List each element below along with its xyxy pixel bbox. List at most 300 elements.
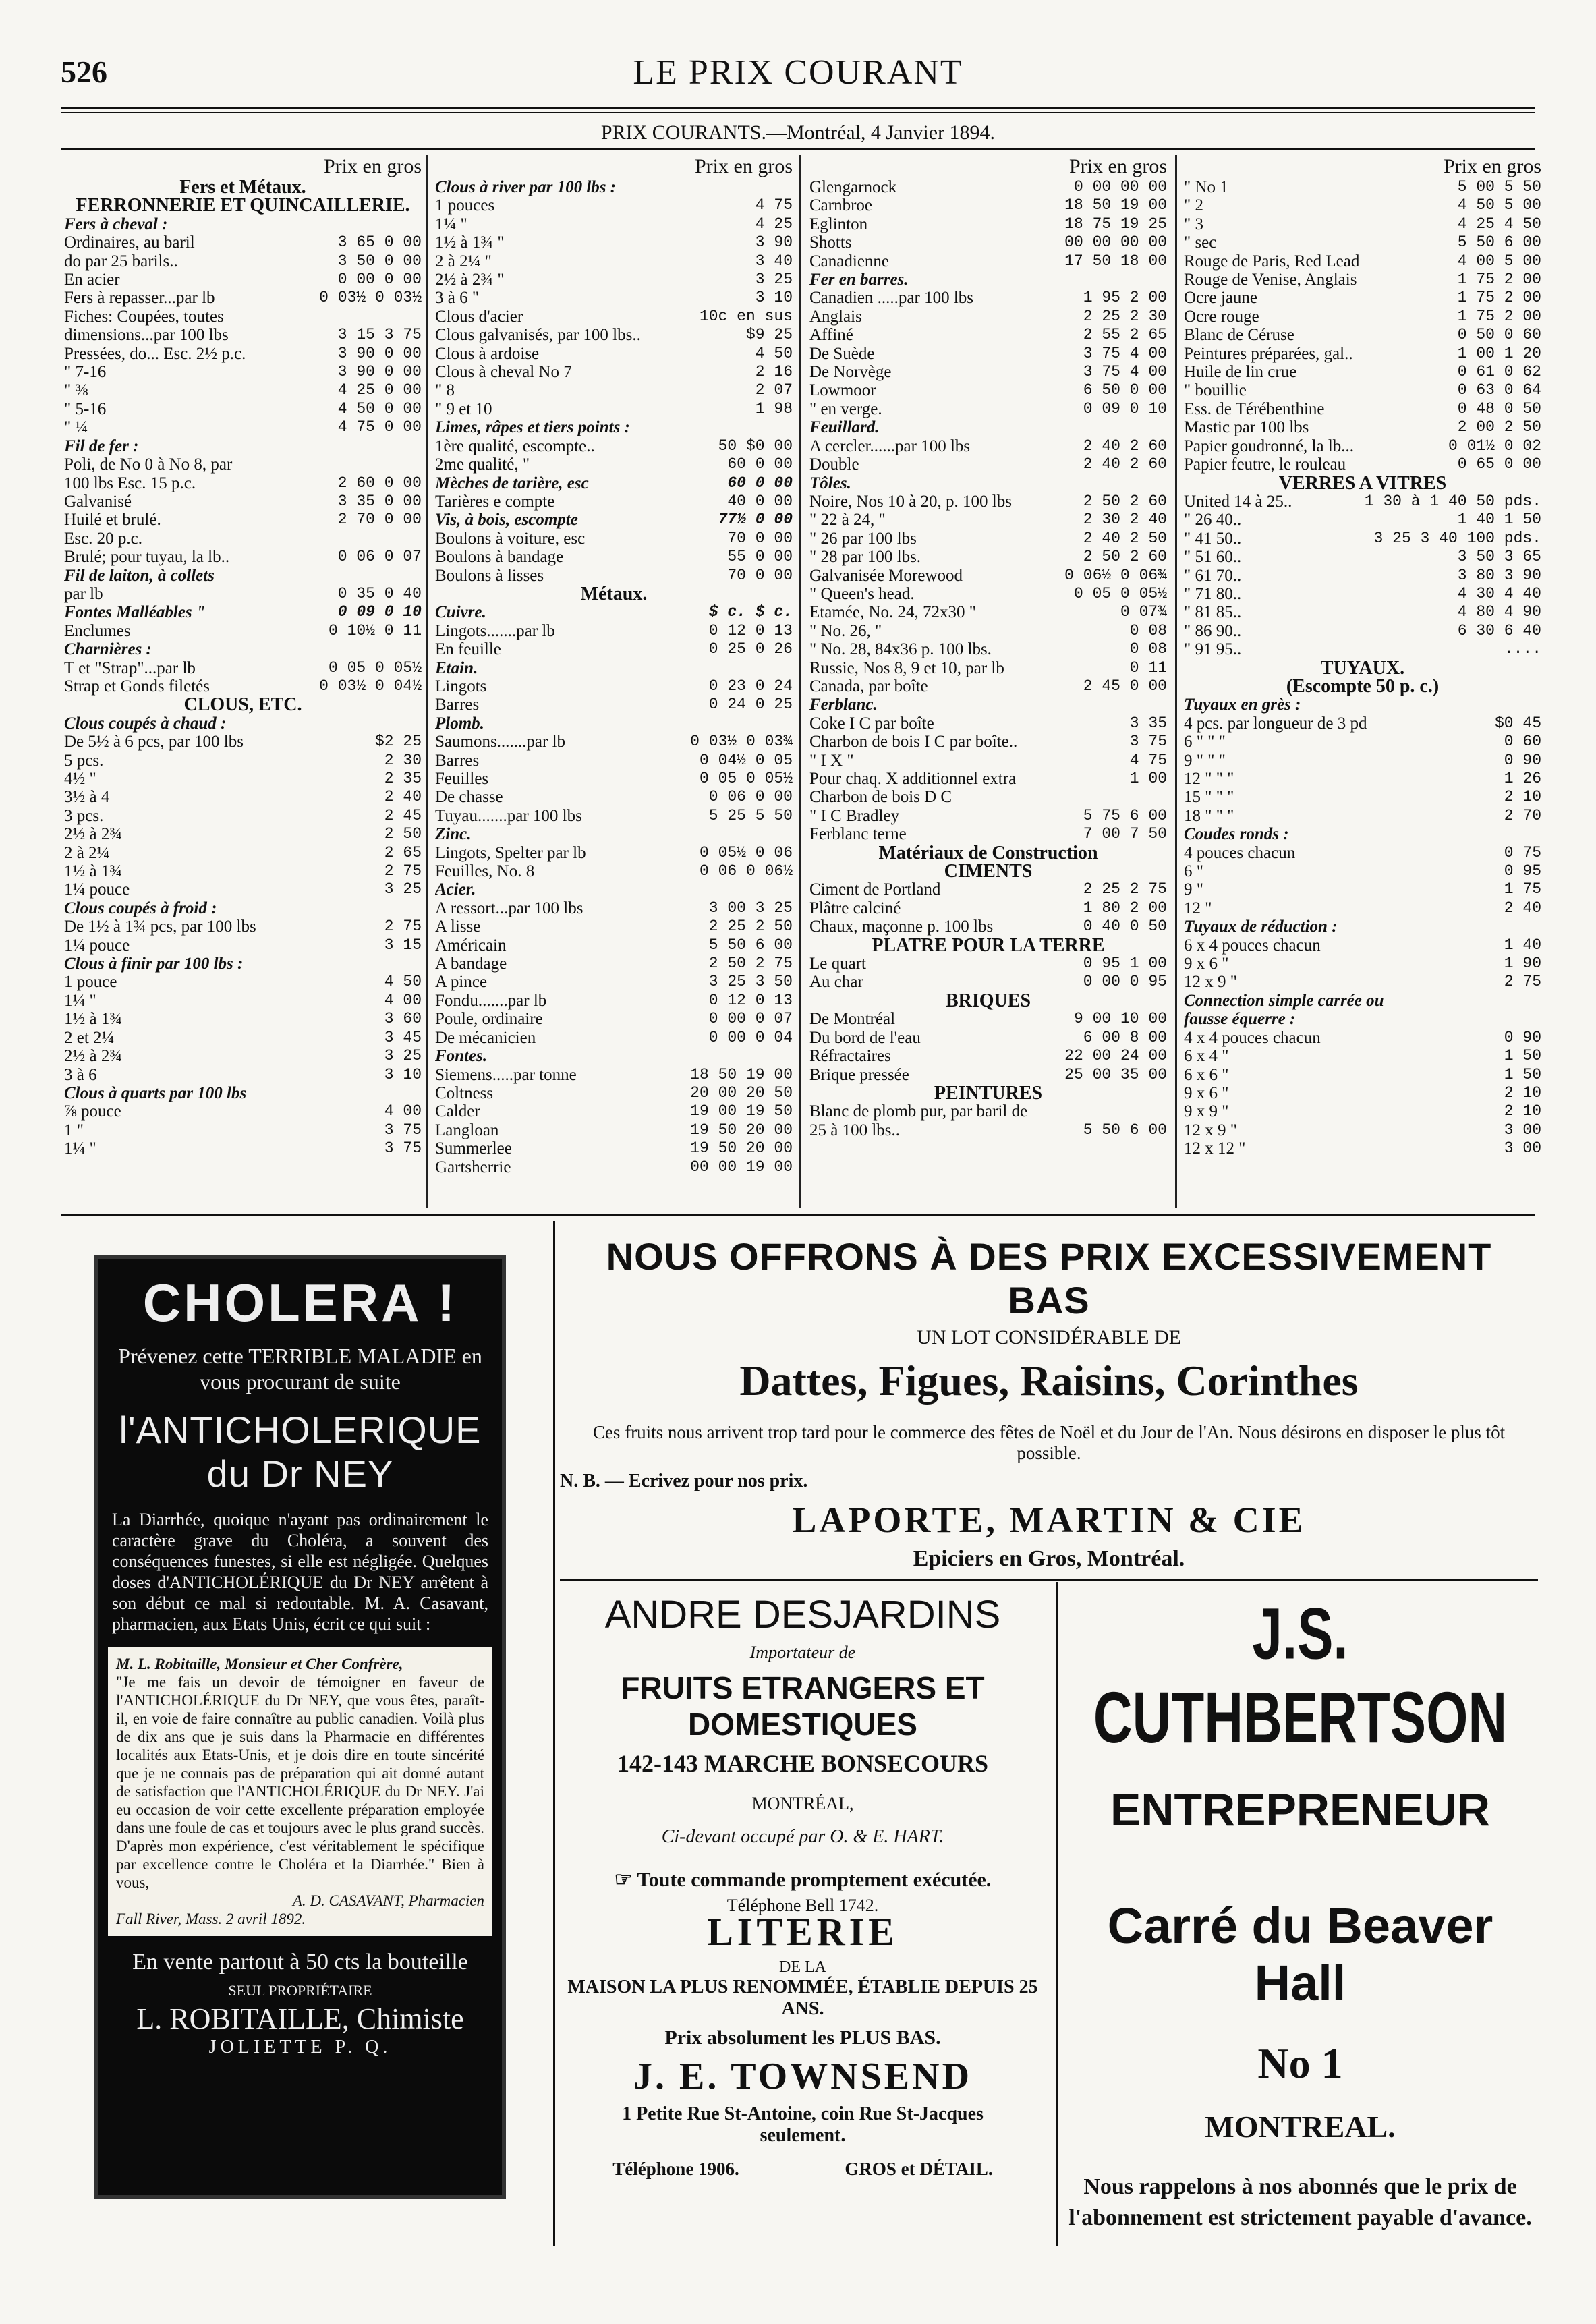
townsend-name: J. E. TOWNSEND [633, 2056, 973, 2097]
price-row [435, 289, 793, 307]
item-label: Ocre jaune [1184, 289, 1257, 308]
item-label: A cercler......par 100 lbs [809, 436, 971, 455]
price-row [435, 659, 793, 677]
price-row [809, 252, 1167, 271]
item-price: 4 50 5 00 [1457, 196, 1541, 215]
item-label: Limes, râpes et tiers points : [435, 418, 630, 437]
item-label: " 2 [1184, 196, 1203, 215]
item-label: Fers et Métaux. [179, 178, 306, 197]
price-row [1184, 973, 1541, 991]
ad-rule [560, 1579, 1538, 1581]
price-row [64, 973, 422, 991]
item-label: " 28 par 100 lbs. [809, 548, 921, 567]
item-label: " 91 95.. [1184, 640, 1242, 659]
item-label: 1¼ pouce [64, 936, 130, 955]
item-label: Métaux. [580, 584, 648, 604]
price-row [1184, 492, 1541, 511]
item-label: Zinc. [435, 825, 472, 844]
item-price: 4 00 5 00 [1457, 252, 1541, 270]
item-label: " No. 26, " [809, 621, 882, 640]
item-price: 18 50 19 00 [690, 1065, 793, 1083]
price-row [1184, 400, 1541, 418]
price-row [64, 955, 422, 973]
price-row [64, 807, 422, 825]
item-price: 2 75 [1504, 973, 1541, 991]
page-number: 526 [61, 55, 107, 89]
price-row [809, 1121, 1167, 1139]
price-row [1184, 252, 1541, 271]
item-label: 2½ à 2¾ [64, 825, 123, 844]
item-label: (Escompte 50 p. c.) [1286, 677, 1440, 696]
item-price: 3 00 [1504, 1139, 1541, 1158]
price-row [1184, 880, 1541, 899]
price-row [809, 418, 1167, 436]
item-label: " I C Bradley [809, 806, 900, 825]
price-row [1184, 585, 1541, 603]
item-label: " sec [1184, 233, 1217, 252]
price-row [809, 1102, 1167, 1121]
item-price: 0 65 0 00 [1457, 455, 1541, 474]
item-price: 3 25 3 40 100 pds. [1373, 529, 1541, 547]
price-row [435, 215, 793, 233]
section-heading [809, 936, 1167, 955]
price-row [435, 308, 793, 326]
item-price: 4 25 [755, 215, 793, 233]
column-heading: Prix en gros [324, 155, 422, 177]
desjardins-goods: FRUITS ETRANGERS ET DOMESTIQUES [621, 1670, 985, 1742]
item-label: 1 pouces [435, 196, 495, 215]
section-heading [809, 862, 1167, 880]
price-row [1184, 788, 1541, 806]
cuthbertson-name: J.S. CUTHBERTSON [1093, 1593, 1508, 1758]
price-row [64, 752, 422, 770]
price-row [435, 696, 793, 714]
laporte-tagline: Epiciers en Gros, Montréal. [913, 1546, 1185, 1571]
item-label: 9 " " " [1184, 751, 1226, 770]
item-price: 3 50 0 00 [337, 252, 422, 270]
price-row [64, 585, 422, 603]
item-label: Tôles. [809, 474, 851, 492]
item-label: Américain [435, 936, 507, 955]
item-price: 4 75 [755, 196, 793, 215]
price-row [64, 825, 422, 843]
item-label: Feuilles, No. 8 [435, 862, 535, 881]
item-price: 0 90 [1504, 1028, 1541, 1046]
item-label: 12 x 12 " [1184, 1139, 1246, 1158]
item-price: 2 25 2 75 [1083, 880, 1167, 899]
price-row [64, 899, 422, 917]
item-label: 18 " " " [1184, 806, 1234, 825]
item-price: $9 25 [745, 326, 793, 344]
section-heading [1184, 677, 1541, 696]
item-label: Esc. 20 p.c. [64, 529, 142, 548]
price-row [64, 400, 422, 418]
item-price: 9 00 10 00 [1073, 1010, 1167, 1028]
item-price: 3 75 4 00 [1083, 363, 1167, 381]
price-row [64, 567, 422, 585]
price-row [435, 400, 793, 418]
price-row [435, 474, 793, 492]
price-row [809, 677, 1167, 696]
item-label: Noire, Nos 10 à 20, p. 100 lbs [809, 492, 1012, 511]
item-label: Fontes. [435, 1047, 488, 1066]
item-price: 0 04½ 0 05 [699, 751, 793, 769]
price-row [1184, 196, 1541, 215]
item-price: $ c. $ c. [708, 603, 793, 621]
item-label: 2 à 2¼ [64, 843, 110, 862]
item-price: 55 0 00 [727, 548, 793, 566]
item-label: 1½ à 1¾ [64, 1010, 123, 1029]
item-label: En feuille [435, 640, 501, 659]
price-row [435, 1029, 793, 1047]
item-label: 9 " [1184, 880, 1203, 899]
item-price: 0 09 0 10 [337, 603, 422, 621]
price-row [809, 215, 1167, 233]
item-price: 1 75 2 00 [1457, 307, 1541, 325]
price-row [809, 196, 1167, 215]
item-price: 60 0 00 [727, 474, 793, 492]
item-label: Ordinaires, au baril [64, 233, 195, 252]
item-price: 1 98 [755, 399, 793, 418]
item-label: 2me qualité, " [435, 455, 530, 474]
item-price: 0 10½ 0 11 [328, 621, 422, 640]
header-rule [61, 107, 1535, 109]
price-row [64, 936, 422, 955]
price-row [1184, 622, 1541, 640]
item-label: Charnières : [64, 640, 152, 659]
price-row [435, 1066, 793, 1084]
price-column-4 [1184, 155, 1541, 1208]
townsend-de-la: DE LA [779, 1958, 826, 1976]
item-label: Affiné [809, 326, 853, 345]
item-label: Peintures préparées, gal.. [1184, 344, 1353, 363]
item-label: " ⅜ [64, 381, 88, 400]
price-row [1184, 455, 1541, 474]
price-row [809, 973, 1167, 991]
price-row [435, 770, 793, 788]
item-price: 2 00 2 50 [1457, 418, 1541, 436]
item-label: Boulons à bandage [435, 548, 564, 567]
item-label: " 5-16 [64, 399, 107, 418]
desjardins-orders: ☞ Toute commande promptement exécutée. [614, 1869, 992, 1891]
price-row [435, 752, 793, 770]
desjardins-phone: Téléphone Bell 1742. [726, 1896, 879, 1915]
item-label: 12 x 9 " [1184, 973, 1237, 992]
price-row [64, 308, 422, 326]
item-price: 0 61 0 62 [1457, 363, 1541, 381]
desjardins-address: 142-143 MARCHE BONSECOURS [617, 1750, 989, 1777]
item-label: Shotts [809, 233, 852, 252]
item-label: " Queen's head. [809, 584, 915, 603]
laporte-headline: NOUS OFFRONS À DES PRIX EXCESSIVEMENT BAS [606, 1235, 1492, 1322]
price-row [809, 455, 1167, 474]
price-row [64, 603, 422, 621]
item-price: 0 03½ 0 04½ [319, 677, 422, 695]
laporte-sub: UN LOT CONSIDÉRABLE DE [917, 1326, 1181, 1349]
price-row [1184, 381, 1541, 399]
item-label: 6 x 4 pouces chacun [1184, 936, 1321, 955]
item-price: 2 10 [1504, 1083, 1541, 1102]
price-row [64, 548, 422, 566]
price-row [64, 622, 422, 640]
section-heading [64, 196, 422, 215]
price-row [64, 1121, 422, 1139]
item-label: Enclumes [64, 621, 131, 640]
price-row [435, 511, 793, 529]
item-label: A pince [435, 973, 488, 992]
item-price: 4 00 [384, 991, 422, 1009]
item-price: 3 25 [384, 880, 422, 899]
table-top-rule [61, 148, 1535, 150]
item-label: 6 " [1184, 862, 1203, 881]
item-price: 2 55 2 65 [1083, 326, 1167, 344]
price-row [64, 326, 422, 344]
price-row [64, 418, 422, 436]
item-price: 60 0 00 [727, 455, 793, 474]
price-row [435, 548, 793, 566]
item-label: 3½ à 4 [64, 788, 110, 807]
item-label: do par 25 barils.. [64, 252, 178, 271]
item-label: A ressort...par 100 lbs [435, 899, 583, 917]
price-row [435, 807, 793, 825]
item-price: 0 48 0 50 [1457, 399, 1541, 418]
item-label: Lingots [435, 677, 487, 696]
price-row [809, 714, 1167, 733]
price-row [435, 1084, 793, 1102]
price-row [1184, 567, 1541, 585]
price-row [435, 862, 793, 880]
item-label: 1¼ " [435, 215, 467, 233]
item-label: " 7-16 [64, 363, 107, 382]
item-price: 6 00 8 00 [1083, 1028, 1167, 1046]
item-label: Etamée, No. 24, 72x30 " [809, 603, 976, 622]
price-row [64, 659, 422, 677]
column-divider [799, 155, 801, 1208]
item-label: De Suède [809, 344, 875, 363]
price-row [435, 714, 793, 733]
item-label: Barres [435, 696, 480, 714]
item-label: Huile de lin crue [1184, 363, 1297, 382]
item-price: 6 50 0 00 [1083, 381, 1167, 399]
item-price: 3 40 [755, 252, 793, 270]
item-label: De chasse [435, 788, 503, 807]
item-price: 1 90 [1504, 955, 1541, 973]
price-row [64, 363, 422, 381]
price-row [435, 1102, 793, 1121]
item-price: 2 50 2 75 [708, 955, 793, 973]
item-price: 0 90 [1504, 751, 1541, 769]
townsend-address: 1 Petite Rue St-Antoine, coin Rue St-Jacques seulement. [622, 2103, 984, 2146]
item-price: 0 08 [1129, 621, 1167, 640]
item-price: 1 00 [1129, 770, 1167, 787]
item-label: Poule, ordinaire [435, 1010, 543, 1029]
item-label: 1 pouce [64, 973, 117, 992]
item-label: Canadienne [809, 252, 890, 271]
item-label: Brulé; pour tuyau, la lb.. [64, 548, 230, 567]
item-price: 0 60 [1504, 733, 1541, 751]
item-price: 3 00 3 25 [708, 899, 793, 917]
section-heading [809, 844, 1167, 862]
item-price: 3 50 3 65 [1457, 548, 1541, 566]
item-price: 5 25 5 50 [708, 806, 793, 824]
item-price: 3 60 [384, 1010, 422, 1028]
item-price: 7 00 7 50 [1083, 825, 1167, 843]
item-price: 0 23 0 24 [708, 677, 793, 695]
price-row [64, 437, 422, 455]
cuthbertson-number: No 1 [1257, 2039, 1343, 2087]
price-row [435, 973, 793, 991]
price-row [64, 1102, 422, 1121]
item-label: 2 et 2¼ [64, 1028, 115, 1047]
testimonial-letter [108, 1647, 492, 1936]
item-price: 00 00 19 00 [690, 1158, 793, 1176]
townsend-house: MAISON LA PLUS RENOMMÉE, ÉTABLIE DEPUIS 25 ANS. [567, 1977, 1038, 2019]
item-label: 3 à 6 [64, 1065, 97, 1084]
price-row [809, 1066, 1167, 1084]
item-label: PLATRE POUR LA TERRE [872, 936, 1105, 955]
item-price: 4 25 4 50 [1457, 215, 1541, 233]
item-label: Huilé et brulé. [64, 511, 161, 530]
item-price: 1 00 1 20 [1457, 344, 1541, 362]
item-label: Saumons.......par lb [435, 733, 566, 752]
item-price: 0 01½ 0 02 [1448, 436, 1541, 455]
item-label: " 3 [1184, 215, 1203, 233]
price-row [809, 381, 1167, 399]
item-label: De Montréal [809, 1010, 896, 1029]
price-row [64, 474, 422, 492]
price-row [435, 178, 793, 196]
item-price: 2 07 [755, 381, 793, 399]
item-label: Fer en barres. [809, 271, 909, 289]
item-price: 70 0 00 [727, 566, 793, 584]
price-row [64, 862, 422, 880]
item-price: 0 95 [1504, 862, 1541, 880]
item-label: Fontes Malléables " [64, 603, 206, 622]
item-label: 12 " " " [1184, 770, 1234, 788]
price-row [1184, 1066, 1541, 1084]
owner-city: JOLIETTE P. Q. [208, 2037, 392, 2058]
item-price: 0 07¾ [1120, 603, 1167, 621]
item-label: A lisse [435, 917, 481, 936]
price-row [809, 640, 1167, 658]
price-row [809, 696, 1167, 714]
item-label: Galvanisé [64, 492, 132, 511]
item-label: Russie, Nos 8, 9 et 10, par lb [809, 658, 1004, 677]
price-row [1184, 511, 1541, 529]
item-price: 2 45 [384, 806, 422, 824]
cholera-intro: Prévenez cette TERRIBLE MALADIE en vous procurant de suite [118, 1344, 482, 1394]
item-label: " 41 50.. [1184, 529, 1242, 548]
item-price: 3 25 3 50 [708, 973, 793, 991]
item-price: 2 65 [384, 843, 422, 861]
price-row [809, 400, 1167, 418]
item-label: Ciment de Portland [809, 880, 941, 899]
price-row [1184, 936, 1541, 955]
item-price: 0 50 0 60 [1457, 326, 1541, 344]
price-row [64, 1084, 422, 1102]
item-price: 3 90 0 00 [337, 363, 422, 381]
price-row [1184, 1029, 1541, 1047]
price-row [435, 252, 793, 271]
price-list-title: PRIX COURANTS.—Montréal, 4 Janvier 1894. [600, 121, 996, 144]
item-label: Plomb. [435, 714, 484, 733]
ad-divider [553, 1221, 555, 2246]
item-price: 0 75 [1504, 843, 1541, 861]
item-label: Siemens.....par tonne [435, 1065, 577, 1084]
item-price: 3 90 [755, 233, 793, 252]
price-row [1184, 917, 1541, 936]
item-price: 2 70 [1504, 806, 1541, 824]
price-row [435, 844, 793, 862]
item-label: De Norvège [809, 363, 892, 382]
item-price: 00 00 00 00 [1064, 233, 1167, 252]
item-label: 1¼ pouce [64, 880, 130, 899]
item-label: Coke I C par boîte [809, 714, 934, 733]
price-row [1184, 530, 1541, 548]
price-row [1184, 696, 1541, 714]
item-price: 17 50 18 00 [1064, 252, 1167, 270]
item-label: Fiches: Coupées, toutes [64, 307, 224, 326]
item-price: 0 00 0 04 [708, 1028, 793, 1046]
price-row [435, 1047, 793, 1065]
item-label: " 81 85.. [1184, 603, 1242, 622]
item-label: 1½ à 1¾ [64, 862, 123, 881]
price-row [435, 437, 793, 455]
item-price: 2 50 [384, 825, 422, 843]
item-price: 2 40 [384, 788, 422, 806]
item-price: 1 26 [1504, 770, 1541, 787]
item-price: 19 50 20 00 [690, 1139, 793, 1158]
item-price: 1 40 [1504, 936, 1541, 954]
column-heading: Prix en gros [1069, 155, 1167, 177]
item-price: 0 06 0 07 [337, 548, 422, 566]
item-label: 25 à 100 lbs.. [809, 1121, 901, 1139]
item-price: 3 15 3 75 [337, 326, 422, 344]
item-price: 0 05 0 05½ [328, 658, 422, 677]
desjardins-name: ANDRE DESJARDINS [604, 1593, 1001, 1637]
item-label: 2½ à 2¾ [64, 1047, 123, 1066]
item-price: 19 00 19 50 [690, 1102, 793, 1121]
item-price: 4 80 4 90 [1457, 603, 1541, 621]
item-price: 0 11 [1129, 658, 1167, 677]
item-price: .... [1504, 640, 1541, 658]
price-row [1184, 271, 1541, 289]
price-row [809, 917, 1167, 936]
item-price: 0 06½ 0 06¾ [1064, 566, 1167, 584]
item-label: Coudes ronds : [1184, 825, 1289, 844]
price-row [809, 289, 1167, 307]
item-label: 15 " " " [1184, 788, 1234, 807]
item-label: Eglinton [809, 215, 868, 233]
price-row [64, 714, 422, 733]
price-row [64, 1029, 422, 1047]
item-label: 9 x 6 " [1184, 955, 1229, 973]
price-row [809, 308, 1167, 326]
item-label: " 71 80.. [1184, 584, 1242, 603]
townsend-advertisement [560, 1909, 1046, 2213]
price-row [1184, 233, 1541, 252]
item-label: Canadien .....par 100 lbs [809, 289, 974, 308]
item-price: 1 75 2 00 [1457, 271, 1541, 289]
item-price: 3 25 [384, 1047, 422, 1065]
item-price: 3 75 [384, 1121, 422, 1139]
item-price: 6 30 6 40 [1457, 621, 1541, 640]
item-price: 2 45 0 00 [1083, 677, 1167, 695]
item-label: Pressées, do... Esc. 2½ p.c. [64, 344, 246, 363]
price-row [809, 1047, 1167, 1065]
price-row [435, 992, 793, 1010]
section-heading [64, 696, 422, 714]
